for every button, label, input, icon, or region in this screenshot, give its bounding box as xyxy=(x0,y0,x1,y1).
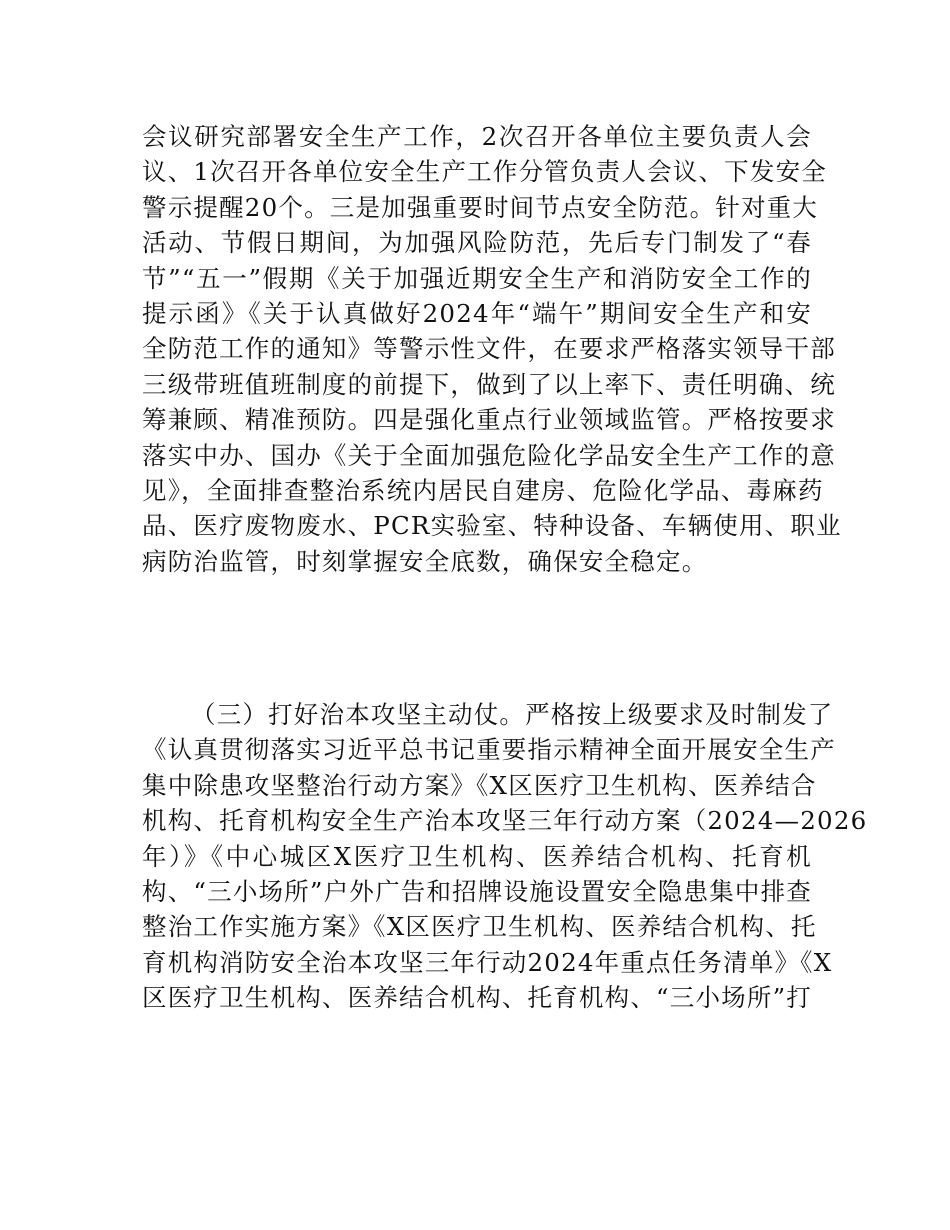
body-paragraph-1 xyxy=(142,119,842,579)
body-paragraph-2 xyxy=(142,697,868,1016)
paragraph-line: 病防治监管，时刻掌握安全底数，确保安全稳定。 xyxy=(142,546,708,576)
paragraph-line: 活动、节假日期间，为加强风险防范，先后专门制发了“春 xyxy=(142,228,812,258)
paragraph-line: 议、1次召开各单位安全生产工作分管负责人会议、下发安全 xyxy=(142,157,827,187)
paragraph-line: 节”“五一”假期《关于加强近期安全生产和消防安全工作的 xyxy=(142,263,812,293)
paragraph-line: 警示提醒20个。三是加强重要时间节点安全防范。针对重大 xyxy=(142,192,819,222)
paragraph-line: 会议研究部署安全生产工作，2次召开各单位主要负责人会 xyxy=(142,122,812,151)
paragraph-line: 《认真贯彻落实习近平总书记重要指示精神全面开展安全生产 xyxy=(142,735,836,765)
paragraph-line: 构、“三小场所”户外广告和招牌设施设置安全隐患集中排查 xyxy=(142,876,812,906)
paragraph-line: （三）打好治本攻坚主动仗。严格按上级要求及时制发了 xyxy=(191,700,834,729)
paragraph-line: 提示函》《关于认真做好2024年“端午”期间安全生产和安 xyxy=(142,298,812,328)
paragraph-line: 全防范工作的通知》等警示性文件，在要求严格落实领导干部 xyxy=(142,334,836,364)
paragraph-line: 整治工作实施方案》《X区医疗卫生机构、医养结合机构、托 xyxy=(142,912,817,942)
paragraph-line: 集中除患攻坚整治行动方案》《X区医疗卫生机构、医养结合 xyxy=(142,770,817,800)
paragraph-line: 见》，全面排查整治系统内居民自建房、危险化学品、毒麻药 xyxy=(142,475,824,505)
paragraph-line: 三级带班值班制度的前提下，做到了以上率下、责任明确、统 xyxy=(142,369,836,399)
paragraph-line: 筹兼顾、精准预防。四是强化重点行业领域监管。严格按要求 xyxy=(142,405,836,435)
paragraph-line: 落实中办、国办《关于全面加强危险化学品安全生产工作的意 xyxy=(142,440,836,470)
paragraph-line: 育机构消防安全治本攻坚三年行动2024年重点任务清单》《X xyxy=(142,947,833,977)
paragraph-line: 年）》《中心城区X医疗卫生机构、医养结合机构、托育机 xyxy=(142,841,812,871)
paragraph-line: 机构、托育机构安全生产治本攻坚三年行动方案（2024—2026 xyxy=(142,806,868,836)
paragraph-line: 品、医疗废物废水、PCR实验室、特种设备、车辆使用、职业 xyxy=(142,511,842,541)
paragraph-line: 区医疗卫生机构、医养结合机构、托育机构、“三小场所”打 xyxy=(142,983,812,1013)
